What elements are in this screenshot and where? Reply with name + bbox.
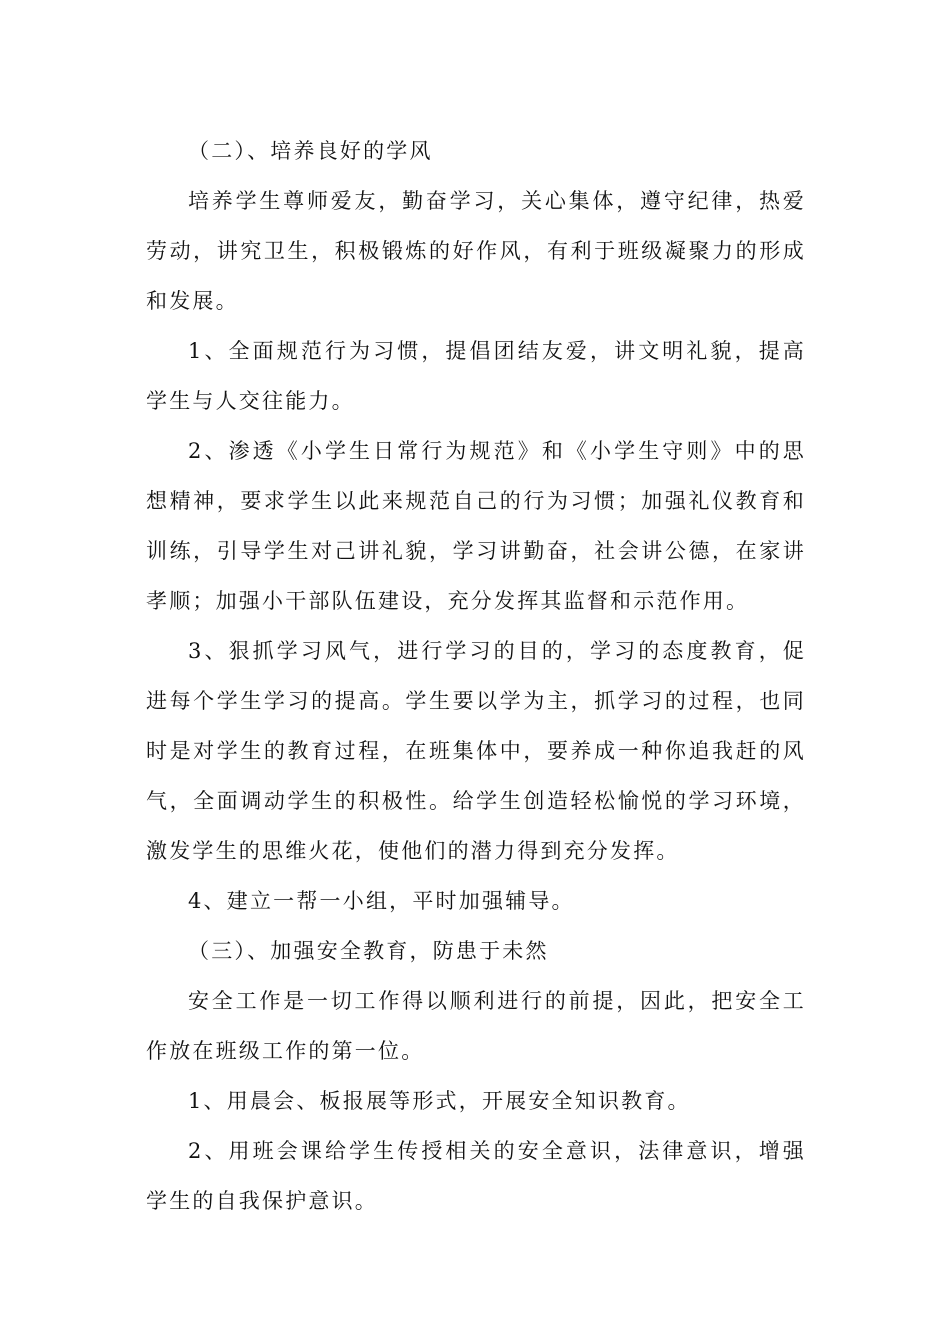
section-heading-2: （二）、培养良好的学风 <box>188 139 433 163</box>
paragraph-safety-item-1: 1、用晨会、板报展等形式，开展安全知识教育。 <box>188 1089 691 1113</box>
section-heading-3: （三）、加强安全教育，防患于未然 <box>188 939 549 963</box>
paragraph-safety-item-2: 2、用班会课给学生传授相关的安全意识，法律意识，增强学生的自我保护意识。 <box>146 1139 806 1213</box>
paragraph-item-3: 3、狠抓学习风气，进行学习的目的，学习的态度教育，促进每个学生学习的提高。学生要以学为主，抓学习的过程，也同时是对学生的教育过程，在班集体中，要养成一种你追我赶的风气，全面调动学生的积极性。给学生创造轻松愉悦的学习环境，激发学生的思维火花，使他们的潜力得到充分发挥。 <box>146 639 806 863</box>
paragraph-study-style: 培养学生尊师爱友，勤奋学习，关心集体，遵守纪律，热爱劳动，讲究卫生，积极锻炼的好作风，有利于班级凝聚力的形成和发展。 <box>146 189 806 313</box>
paragraph-safety-intro: 安全工作是一切工作得以顺利进行的前提，因此，把安全工作放在班级工作的第一位。 <box>146 989 806 1063</box>
paragraph-item-2: 2、渗透《小学生日常行为规范》和《小学生守则》中的思想精神，要求学生以此来规范自己的行为习惯；加强礼仪教育和训练，引导学生对己讲礼貌，学习讲勤奋，社会讲公德，在家讲孝顺；加强小干部队伍建设，充分发挥其监督和示范作用。 <box>146 439 806 613</box>
paragraph-item-1: 1、全面规范行为习惯，提倡团结友爱，讲文明礼貌，提高学生与人交往能力。 <box>146 339 806 413</box>
document-body <box>146 126 806 1226</box>
paragraph-item-4: 4、建立一帮一小组，平时加强辅导。 <box>188 889 575 913</box>
